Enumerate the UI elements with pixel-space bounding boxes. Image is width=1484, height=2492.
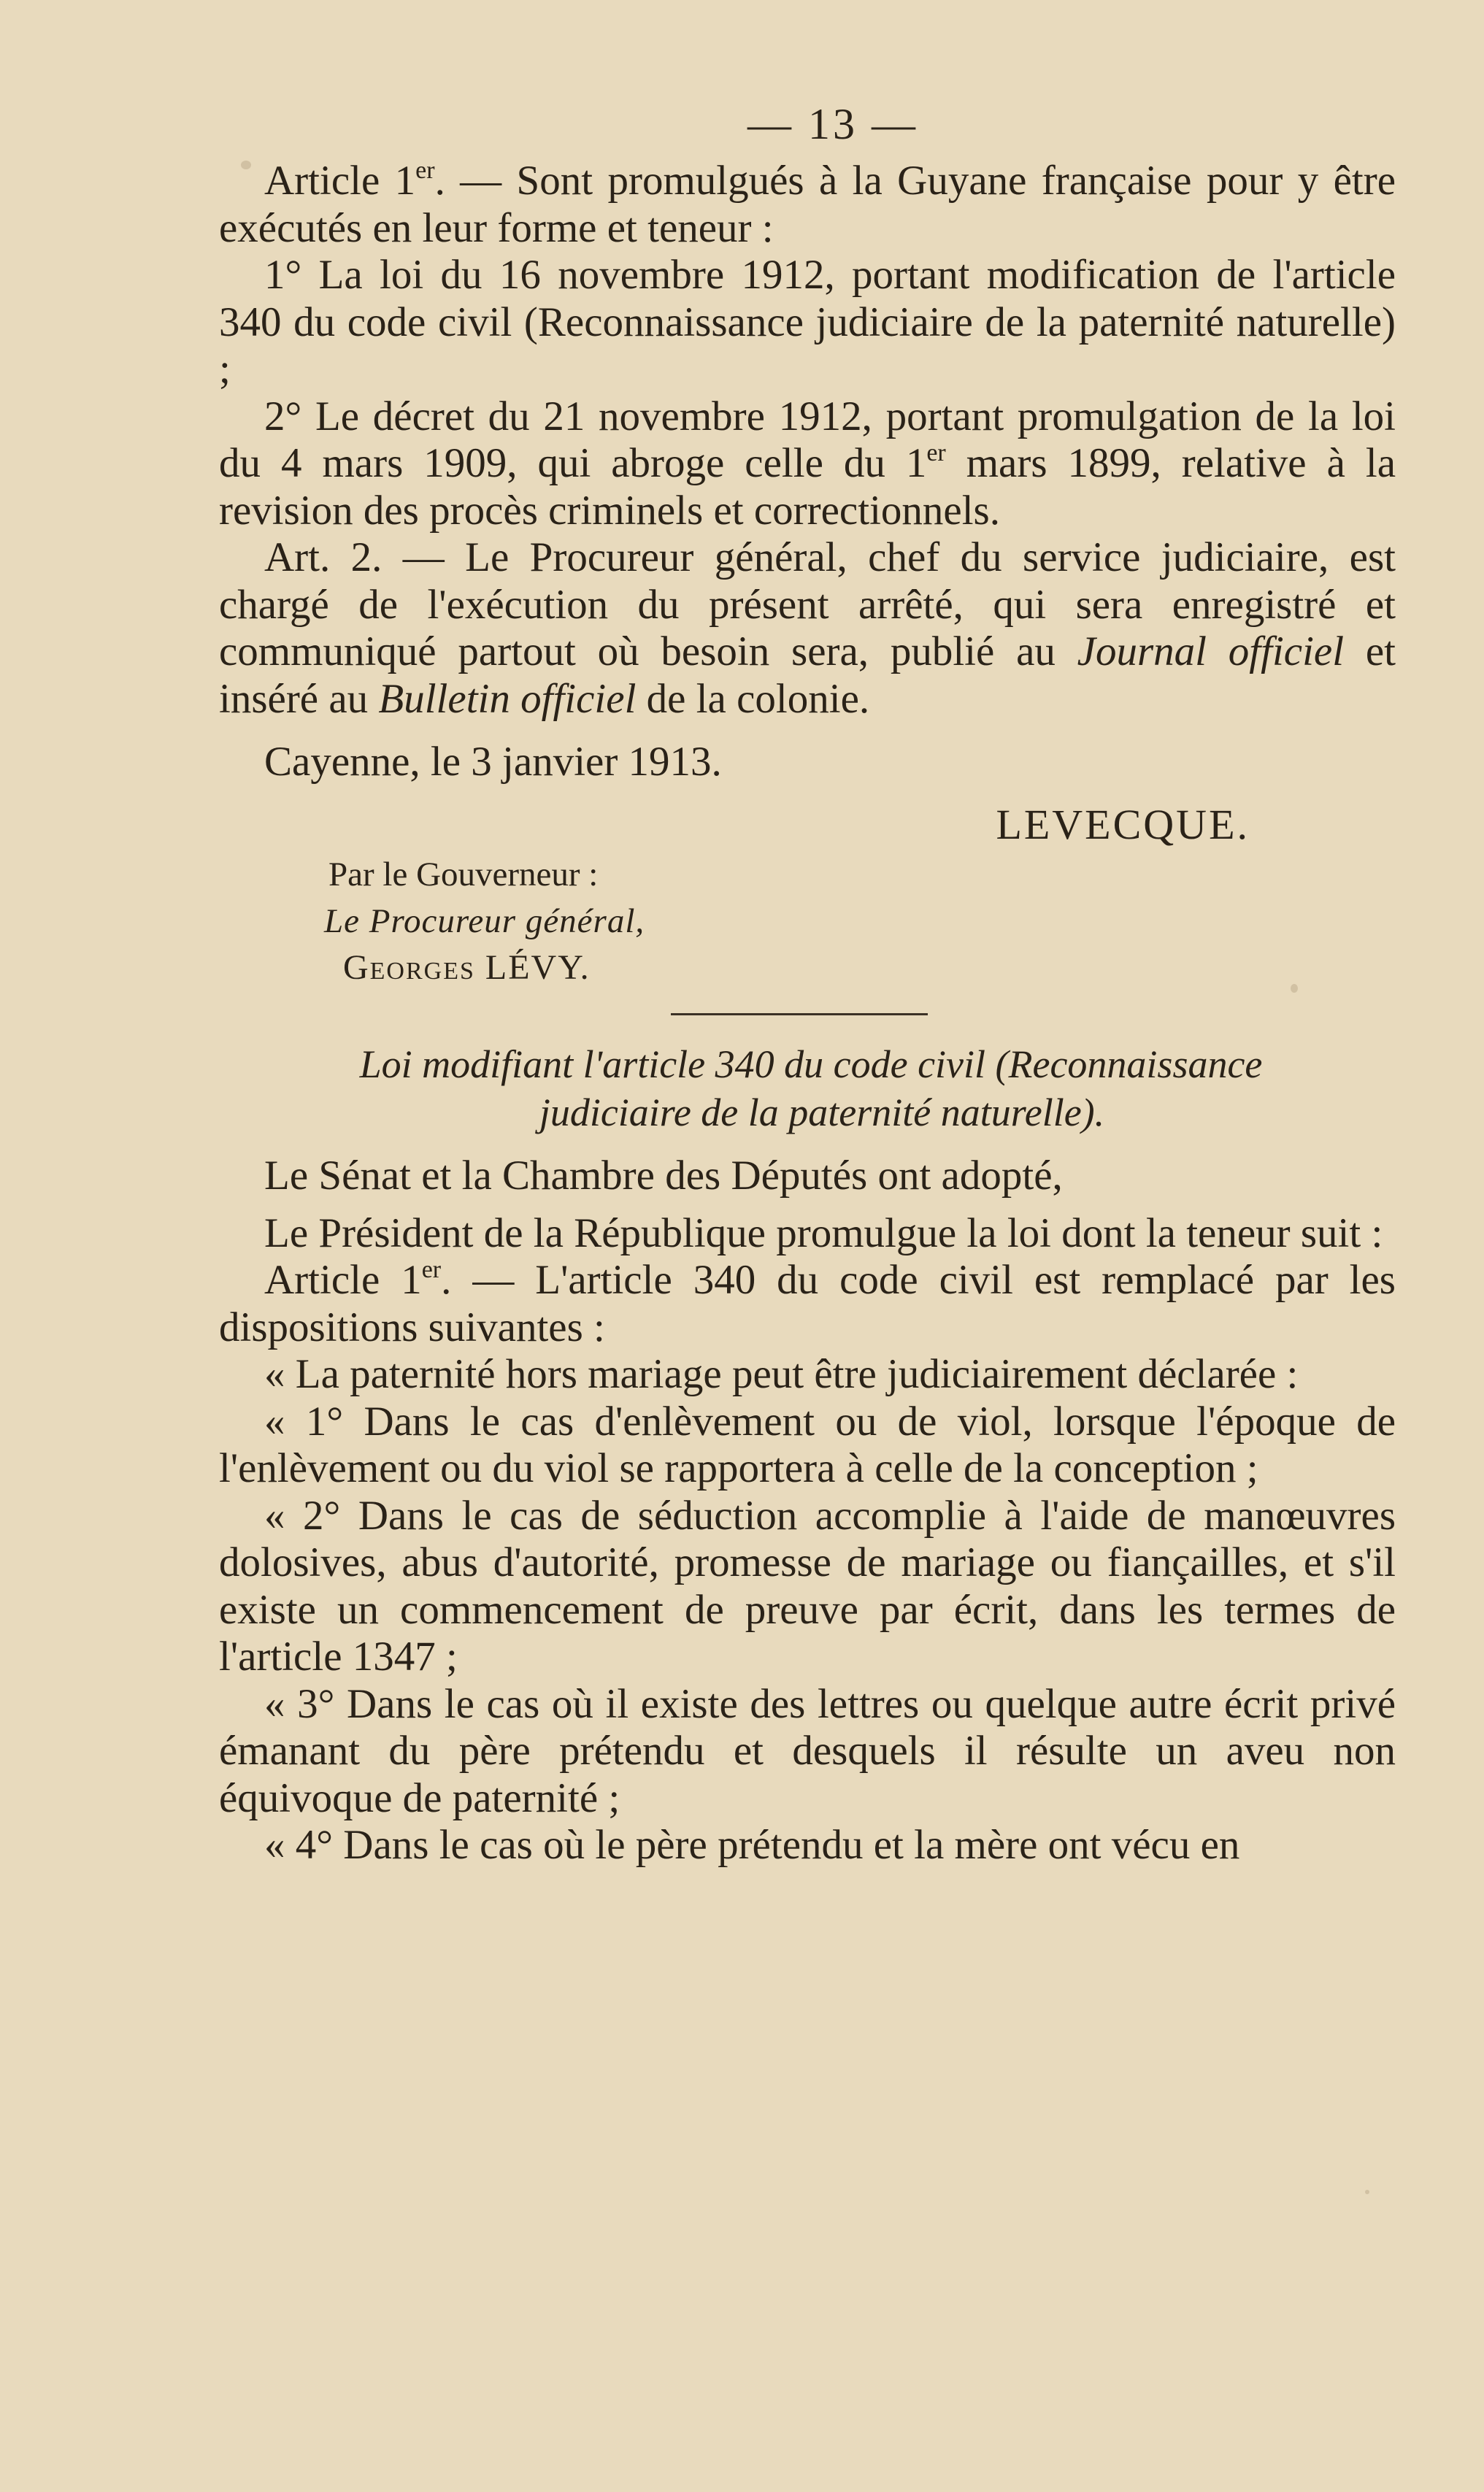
item-text: 2° Le décret du 21 novembre 1912, portant promulgation de la loi du 4 mars 1909, qui abroge celle du 1 [219, 393, 1396, 486]
decree-article-2 [219, 534, 1396, 723]
section-divider [671, 1013, 928, 1015]
law-title-line: judiciaire de la paternité naturelle). [539, 1091, 1105, 1134]
decree-article-1 [219, 158, 1396, 252]
superscript: er [926, 439, 946, 466]
law-paragraph: « La paternité hors mariage peut être judiciairement déclarée : [264, 1351, 1299, 1397]
bulletin-officiel-title: Bulletin officiel [378, 675, 637, 722]
countersign-name: Georges LÉVY. [343, 948, 591, 987]
law-title [219, 1040, 1396, 1137]
article-text: et inséré au [219, 628, 1396, 722]
governor-signature: LEVECQUE. [996, 801, 1250, 848]
article-text: de la colonie. [636, 675, 870, 722]
item-text: mars 1899, relative à la revision des procès criminels et correctionnels. [219, 440, 1396, 534]
law-paragraph: « 2° Dans le cas de séduction accomplie à l'aide de manœuvres dolosives, abus d'autorité, promesse de mariage ou fiançailles, et s'il existe un commencement de preuve par écrit, dans les termes de l'article 1347 ; [219, 1492, 1396, 1680]
place-date: Cayenne, le 3 janvier 1913. [264, 739, 722, 785]
law-preamble-1: Le Sénat et la Chambre des Députés ont adopté, [264, 1153, 1063, 1199]
countersign-line: Par le Gouverneur : [328, 855, 599, 893]
article-label: Article 1 [264, 158, 416, 204]
decree-item-1: 1° La loi du 16 novembre 1912, portant modification de l'article 340 du code civil (Reconnaissance judiciaire de la paternité naturelle) ; [219, 252, 1396, 392]
decree-item-2 [219, 393, 1396, 535]
journal-officiel-title: Journal officiel [1077, 628, 1345, 674]
text-column [219, 95, 1396, 1869]
article-text: . — Sont promulgués à la Guyane française pour y être exécutés en leur forme et teneur : [219, 158, 1396, 251]
article-text: Art. 2. — Le Procureur général, chef du service judiciaire, est chargé de l'exécution du présent arrêté, qui sera enregistré et communiqué partout où besoin sera, publié au [219, 534, 1396, 674]
article-text: . — L'article 340 du code civil est remplacé par les dispositions suivantes : [219, 1257, 1396, 1350]
law-article-1 [219, 1257, 1396, 1351]
law-paragraph: « 4° Dans le cas où le père prétendu et la mère ont vécu en [264, 1822, 1240, 1868]
article-label: Article 1 [264, 1257, 422, 1303]
page-number: — 13 — [747, 100, 918, 148]
superscript: er [421, 1256, 442, 1283]
countersign-role: Le Procureur général, [324, 902, 645, 940]
paper-spot [1365, 2190, 1369, 2194]
countersignature-block [324, 851, 1396, 991]
law-title-line: Loi modifiant l'article 340 du code civil (Reconnaissance [359, 1042, 1263, 1086]
law-preamble-2: Le Président de la République promulgue la loi dont la teneur suit : [264, 1210, 1383, 1256]
law-paragraph: « 3° Dans le cas où il existe des lettres ou quelque autre écrit privé émanant du père prétendu et desquels il résulte un aveu non équivoque de paternité ; [219, 1680, 1396, 1821]
superscript: er [415, 157, 435, 184]
law-paragraph: « 1° Dans le cas d'enlèvement ou de viol, lorsque l'époque de l'enlèvement ou du viol se rapportera à celle de la conception ; [219, 1398, 1396, 1491]
